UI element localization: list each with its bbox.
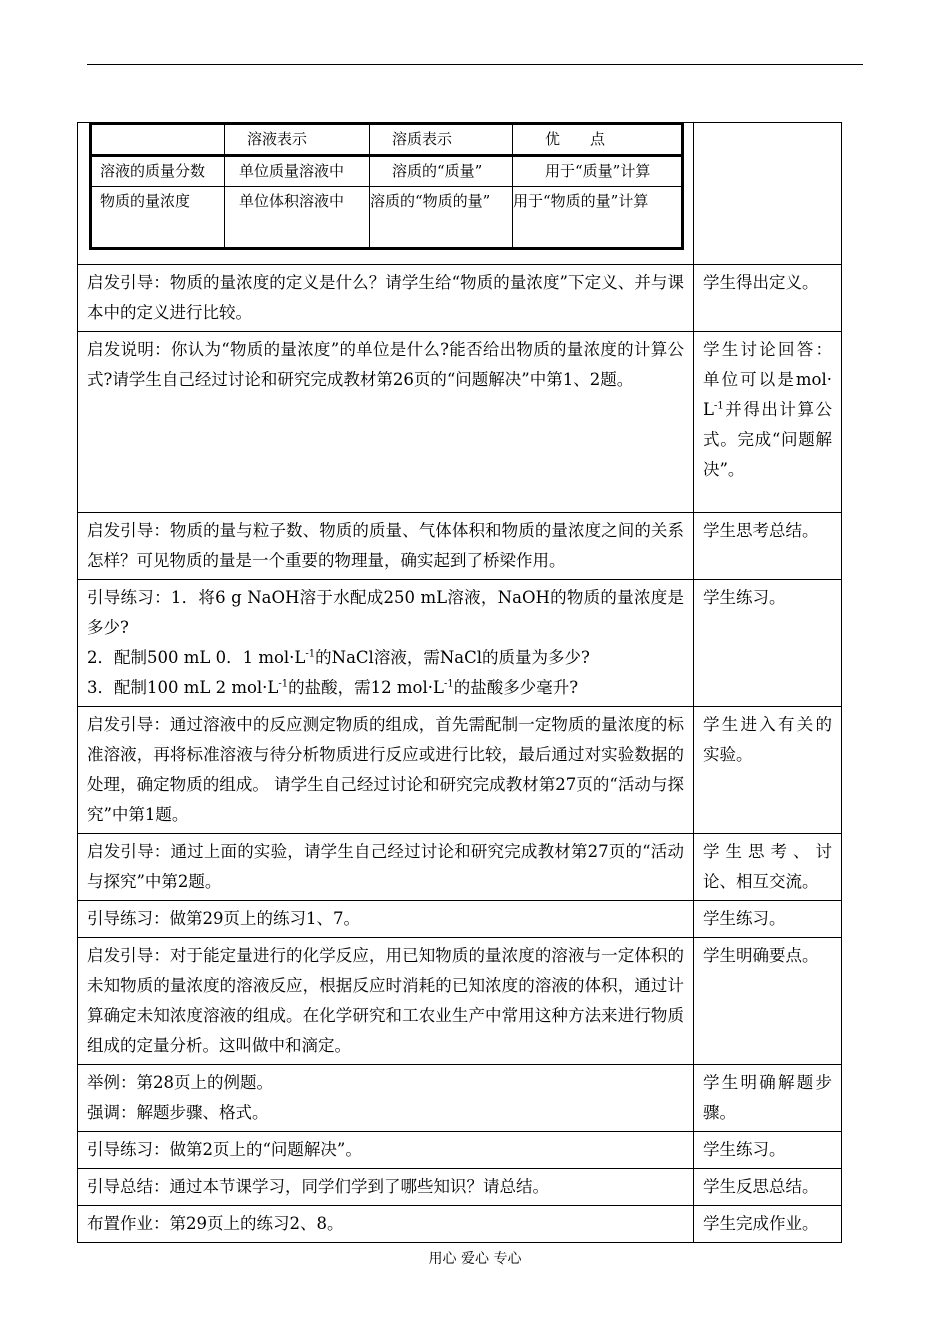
table-row xyxy=(78,1132,842,1169)
teacher-activity: 启发引导：对于能定量进行的化学反应，用已知物质的量浓度的溶液与一定体积的未知物质的量浓度的溶液反应，根据反应时消耗的已知浓度的溶液的体积，通过计算确定未知浓度溶液的组成。在化学研究和工农业生产中常用这种方法来进行物质组成的定量分析。这叫做中和滴定。 xyxy=(78,938,694,1065)
table-cell: 溶质的“质量” xyxy=(370,156,513,187)
table-cell: 溶液的质量分数 xyxy=(91,156,225,187)
lesson-plan-table xyxy=(77,122,842,1243)
table-row xyxy=(78,513,842,580)
page-footer: 用心 爱心 专心 xyxy=(428,1251,522,1267)
table-row xyxy=(78,265,842,332)
superscript: -1 xyxy=(443,678,454,690)
table-cell: 单位质量溶液中 xyxy=(225,156,370,187)
superscript: -1 xyxy=(278,678,289,690)
header-cell: 优 点 xyxy=(513,124,683,156)
table-cell: 用于“物质的量”计算 xyxy=(513,187,683,249)
student-activity: 学生反思总结。 xyxy=(694,1169,842,1206)
table-row xyxy=(78,834,842,901)
comparison-table xyxy=(89,122,684,250)
table-row xyxy=(78,580,842,707)
student-activity: 学生练习。 xyxy=(694,901,842,938)
table-row xyxy=(78,1065,842,1132)
comparison-cell xyxy=(78,123,694,265)
exercise-text: 的盐酸，需12 mol·L xyxy=(288,678,444,697)
teacher-activity: 引导总结：通过本节课学习，同学们学到了哪些知识？请总结。 xyxy=(78,1169,694,1206)
teacher-activity: 启发引导：物质的量与粒子数、物质的质量、气体体积和物质的量浓度之间的关系怎样？可见物质的量是一个重要的物理量，确实起到了桥梁作用。 xyxy=(78,513,694,580)
emphasis-line: 强调：解题步骤、格式。 xyxy=(87,1103,269,1122)
student-activity: 学生明确解题步骤。 xyxy=(694,1065,842,1132)
exercise-line xyxy=(87,643,684,673)
table-row xyxy=(78,901,842,938)
comparison-row xyxy=(91,156,683,187)
header-rule xyxy=(87,64,863,65)
table-row xyxy=(78,938,842,1065)
header-cell: 溶液表示 xyxy=(225,124,370,156)
student-activity: 学生完成作业。 xyxy=(694,1206,842,1243)
teacher-activity: 启发说明：你认为“物质的量浓度”的单位是什么?能否给出物质的量浓度的计算公式?请学生自己经过讨论和研究完成教材第26页的“问题解决”中第1、2题。 xyxy=(78,332,694,513)
table-row xyxy=(78,1169,842,1206)
empty-cell xyxy=(694,123,842,265)
exercise-text: 的盐酸多少毫升? xyxy=(453,678,579,697)
teacher-activity: 启发引导：通过上面的实验，请学生自己经过讨论和研究完成教材第27页的“活动与探究”中第2题。 xyxy=(78,834,694,901)
student-activity xyxy=(694,332,842,513)
table-row xyxy=(78,1206,842,1243)
exercise-text: 2．配制500 mL 0．1 mol·L xyxy=(87,648,306,667)
teacher-activity: 启发引导：物质的量浓度的定义是什么？请学生给“物质的量浓度”下定义、并与课本中的定义进行比较。 xyxy=(78,265,694,332)
student-activity: 学生练习。 xyxy=(694,1132,842,1169)
table-row xyxy=(78,332,842,513)
exercise-text: 的NaCl溶液，需NaCl的质量为多少? xyxy=(315,648,590,667)
student-activity: 学生进入有关的实验。 xyxy=(694,707,842,834)
teacher-activity: 引导练习：做第29页上的练习1、7。 xyxy=(78,901,694,938)
header-cell: 溶质表示 xyxy=(370,124,513,156)
table-row xyxy=(78,123,842,265)
table-cell: 单位体积溶液中 xyxy=(225,187,370,249)
table-cell: 用于“质量”计算 xyxy=(513,156,683,187)
student-activity: 学生得出定义。 xyxy=(694,265,842,332)
student-activity-text: 学生讨论回答：单位可以是mol·L xyxy=(703,340,832,419)
teacher-activity xyxy=(78,580,694,707)
superscript: -1 xyxy=(713,400,724,412)
exercise-text: 3．配制100 mL 2 mol·L xyxy=(87,678,279,697)
teacher-activity: 布置作业：第29页上的练习2、8。 xyxy=(78,1206,694,1243)
teacher-activity xyxy=(78,1065,694,1132)
superscript: -1 xyxy=(305,648,316,660)
table-cell: 溶质的“物质的量” xyxy=(370,187,513,249)
student-activity: 学生练习。 xyxy=(694,580,842,707)
exercise-line: 引导练习：1．将6 g NaOH溶于水配成250 mL溶液，NaOH的物质的量浓度是多少? xyxy=(87,588,684,637)
table-cell: 物质的量浓度 xyxy=(91,187,225,249)
exercise-line xyxy=(87,673,684,703)
student-activity: 学生思考、讨论、相互交流。 xyxy=(694,834,842,901)
student-activity-text: 并得出计算公式。完成“问题解决”。 xyxy=(703,400,832,479)
comparison-header-row xyxy=(91,124,683,156)
example-line: 举例：第28页上的例题。 xyxy=(87,1073,273,1092)
comparison-row xyxy=(91,187,683,249)
header-cell xyxy=(91,124,225,156)
teacher-activity: 启发引导：通过溶液中的反应测定物质的组成，首先需配制一定物质的量浓度的标准溶液，再将标准溶液与待分析物质进行反应或进行比较，最后通过对实验数据的处理，确定物质的组成。 请学生自己经过讨论和研究完成教材第27页的“活动与探究”中第1题。 xyxy=(78,707,694,834)
table-row xyxy=(78,707,842,834)
student-activity: 学生明确要点。 xyxy=(694,938,842,1065)
student-activity: 学生思考总结。 xyxy=(694,513,842,580)
teacher-activity: 引导练习：做第2页上的“问题解决”。 xyxy=(78,1132,694,1169)
